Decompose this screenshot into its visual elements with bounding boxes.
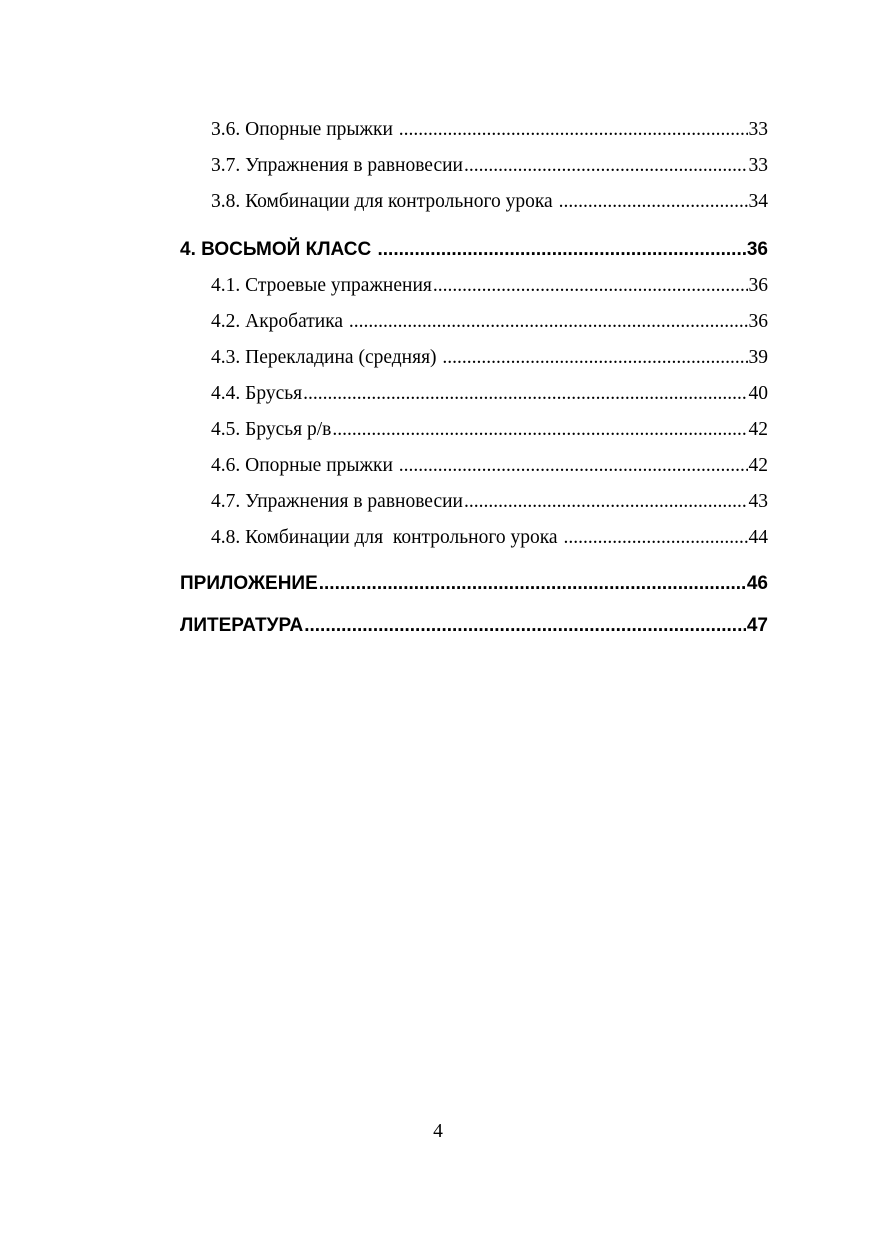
toc-entry-page: 42 xyxy=(748,455,768,476)
toc-dot-leader xyxy=(559,188,748,216)
toc-entry-title: 4.5. Брусья р/в xyxy=(211,419,332,440)
toc-dot-leader xyxy=(464,152,748,180)
toc-dot-leader xyxy=(433,272,748,300)
table-of-contents xyxy=(180,116,768,648)
toc-section-page: 46 xyxy=(746,573,768,594)
toc-section-page: 36 xyxy=(746,239,768,260)
toc-dot-leader xyxy=(349,308,748,336)
toc-entry-page: 44 xyxy=(748,527,768,548)
toc-entry-title: 4.6. Опорные прыжки xyxy=(211,455,398,476)
toc-dot-leader xyxy=(319,570,746,598)
toc-entry-page: 40 xyxy=(748,383,768,404)
toc-section-title: ПРИЛОЖЕНИЕ xyxy=(180,573,318,594)
toc-entry-3-8[interactable] xyxy=(180,188,768,224)
toc-entry-title: 3.7. Упражнения в равновесии xyxy=(211,155,463,176)
toc-entry-page: 36 xyxy=(748,275,768,296)
toc-dot-leader xyxy=(303,380,747,408)
toc-dot-leader xyxy=(563,524,747,552)
toc-entry-page: 33 xyxy=(748,119,768,140)
toc-entry-4-7[interactable] xyxy=(180,488,768,524)
toc-entry-4-3[interactable] xyxy=(180,344,768,380)
toc-entry-title: 4.2. Акробатика xyxy=(211,311,348,332)
toc-dot-leader xyxy=(442,344,747,372)
toc-entry-4-2[interactable] xyxy=(180,308,768,344)
toc-entry-title: 3.6. Опорные прыжки xyxy=(211,119,398,140)
toc-section-title: ЛИТЕРАТУРА xyxy=(180,615,304,636)
toc-dot-leader xyxy=(304,612,746,640)
toc-entry-4-8[interactable] xyxy=(180,524,768,560)
toc-entry-4-6[interactable] xyxy=(180,452,768,488)
toc-entry-4-4[interactable] xyxy=(180,380,768,416)
toc-entry-4-5[interactable] xyxy=(180,416,768,452)
toc-dot-leader xyxy=(332,416,747,444)
toc-entry-page: 42 xyxy=(748,419,768,440)
toc-literature[interactable] xyxy=(180,612,768,648)
toc-dot-leader xyxy=(399,452,748,480)
toc-dot-leader xyxy=(378,236,746,264)
page-number: 4 xyxy=(433,1121,443,1142)
toc-section-page: 47 xyxy=(746,615,768,636)
toc-entry-page: 43 xyxy=(748,491,768,512)
toc-appendix[interactable] xyxy=(180,570,768,606)
toc-entry-3-7[interactable] xyxy=(180,152,768,188)
toc-dot-leader xyxy=(464,488,748,516)
toc-entry-page: 33 xyxy=(748,155,768,176)
toc-dot-leader xyxy=(399,116,748,144)
toc-section-4[interactable] xyxy=(180,236,768,272)
toc-entry-title: 4.8. Комбинации для контрольного урока xyxy=(211,527,563,548)
toc-entry-title: 3.8. Комбинации для контрольного урока xyxy=(211,191,558,212)
toc-entry-page: 34 xyxy=(748,191,768,212)
toc-section-title: 4. ВОСЬМОЙ КЛАСС xyxy=(180,239,377,260)
toc-entry-title: 4.1. Строевые упражнения xyxy=(211,275,432,296)
toc-entry-3-6[interactable] xyxy=(180,116,768,152)
toc-entry-page: 36 xyxy=(748,311,768,332)
toc-entry-title: 4.3. Перекладина (средняя) xyxy=(211,347,442,368)
toc-entry-4-1[interactable] xyxy=(180,272,768,308)
toc-entry-title: 4.4. Брусья xyxy=(211,383,303,404)
toc-entry-page: 39 xyxy=(748,347,768,368)
toc-entry-title: 4.7. Упражнения в равновесии xyxy=(211,491,463,512)
